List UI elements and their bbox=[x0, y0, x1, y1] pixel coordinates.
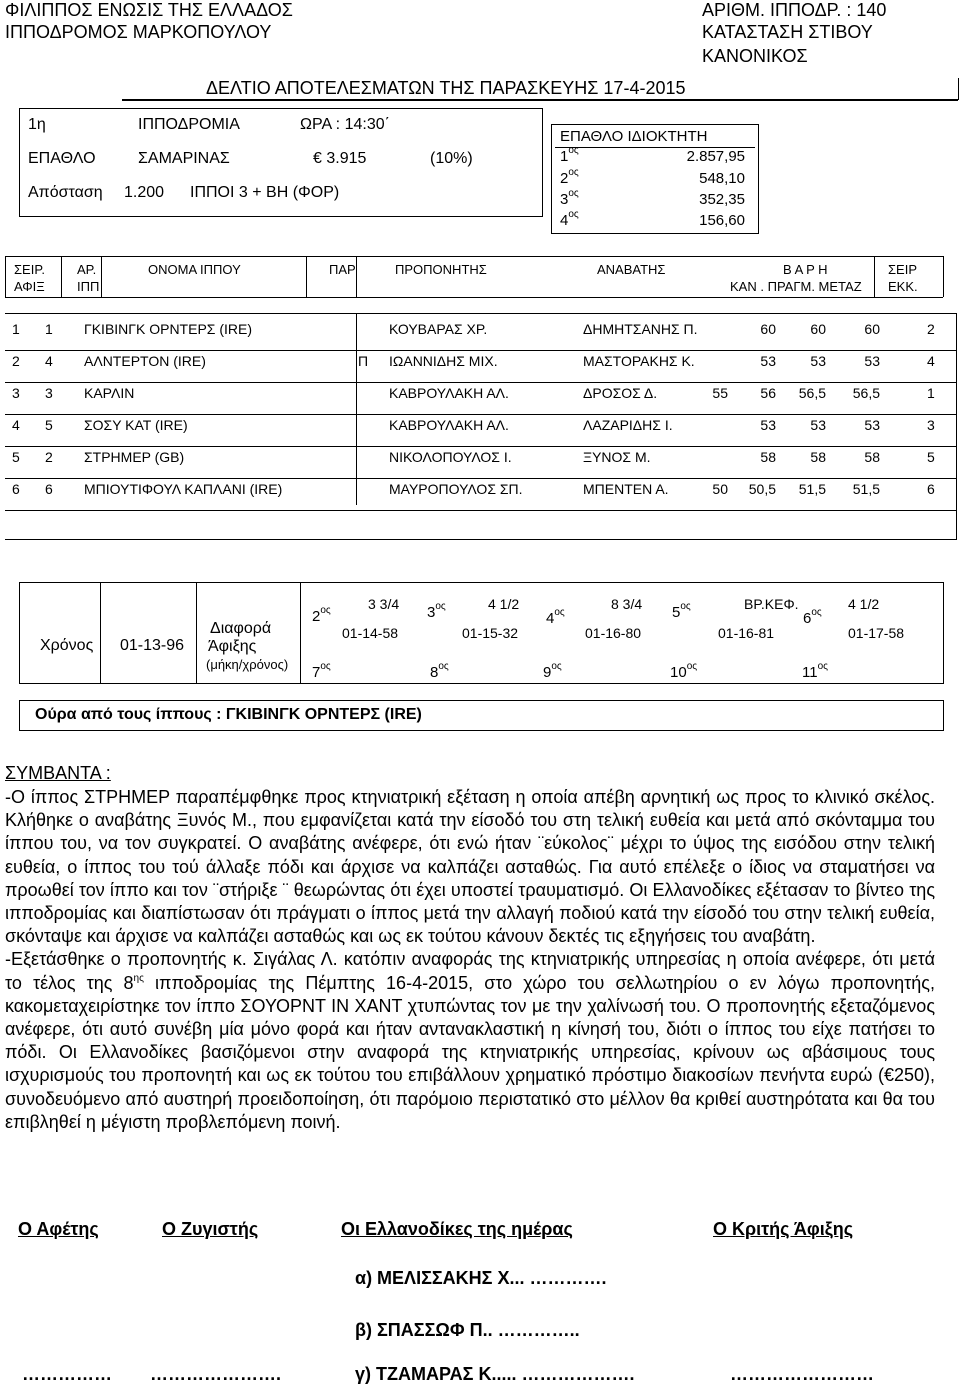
header-grid-line bbox=[306, 256, 307, 297]
prize-name: ΣΑΜΑΡΙΝΑΣ bbox=[138, 150, 230, 167]
place-ordinal bbox=[312, 605, 331, 625]
steward-a: α) ΜΕΛΙΣΣΑΚΗΣ Χ... …………. bbox=[355, 1268, 607, 1288]
timing-divider bbox=[196, 582, 197, 684]
ordinal-suffix: ης bbox=[133, 972, 144, 984]
result-position: 4 bbox=[12, 417, 20, 433]
col-arrival-2: ΑΦΙΞ bbox=[14, 279, 45, 294]
ordinal-suffix: ος bbox=[435, 601, 446, 612]
place-time: 01-16-81 bbox=[718, 625, 775, 641]
owner-prize-amount: 156,60 bbox=[699, 212, 745, 229]
place-time: 01-14-58 bbox=[342, 625, 399, 641]
result-weight-4: 51,5 bbox=[852, 481, 880, 497]
result-position: 1 bbox=[12, 321, 20, 337]
signature-stewards: Οι Ελλανοδίκες της ημέρας bbox=[341, 1219, 573, 1239]
result-horse-number: 6 bbox=[45, 481, 53, 497]
result-trainer: ΚΑΒΡΟΥΛΑΚΗ ΑΛ. bbox=[389, 385, 509, 401]
results-trainer-divider bbox=[356, 313, 357, 505]
col-trainer: ΠΡΟΠΟΝΗΤΗΣ bbox=[395, 262, 487, 277]
header-grid-line bbox=[874, 256, 875, 297]
result-start-stall: 2 bbox=[927, 321, 935, 337]
result-position: 5 bbox=[12, 449, 20, 465]
result-weight-3: 53 bbox=[864, 353, 880, 369]
place-time: 01-16-80 bbox=[585, 625, 642, 641]
signature-starter: Ο Αφέτης bbox=[18, 1219, 99, 1239]
result-horse-number: 2 bbox=[45, 449, 53, 465]
weigher-dots: …………………. bbox=[150, 1364, 282, 1384]
result-position: 6 bbox=[12, 481, 20, 497]
result-weight-1: 53 bbox=[760, 353, 776, 369]
result-horse-number: 4 bbox=[45, 353, 53, 369]
col-start-2: ΕΚΚ. bbox=[888, 279, 918, 294]
diff-label-3: (μήκη/χρόνος) bbox=[206, 657, 289, 672]
title-underline bbox=[122, 99, 958, 101]
place-number: 4 bbox=[546, 610, 555, 627]
timing-divider bbox=[300, 582, 301, 684]
distance-label: Απόσταση bbox=[28, 184, 103, 201]
steward-g: γ) ΤΖΑΜΑΡΑΣ Κ..... ………………. bbox=[355, 1364, 635, 1384]
signature-judge: Ο Κριτής Άφιξης bbox=[713, 1219, 854, 1239]
owner-prize-amount: 352,35 bbox=[699, 191, 745, 208]
owner-prize-place bbox=[560, 209, 579, 229]
place-margin: 8 3/4 bbox=[611, 596, 643, 612]
result-weight-1: 55 bbox=[712, 385, 728, 401]
place-ordinal bbox=[546, 607, 565, 627]
ordinal-suffix: ος bbox=[320, 661, 331, 672]
federation-name: ΦΙΛΙΠΠΟΣ ΕΝΩΣΙΣ ΤΗΣ ΕΛΛΑΔΟΣ bbox=[5, 0, 293, 20]
result-weight-1: 50 bbox=[712, 481, 728, 497]
place-number: 4 bbox=[560, 212, 569, 229]
tail-horses: Ούρα από τους ίππους : ΓΚΙΒΙΝΓΚ ΟΡΝΤΕΡΣ (IRE) bbox=[35, 706, 422, 723]
result-horse-number: 5 bbox=[45, 417, 53, 433]
result-jockey: ΜΠΕΝΤΕΝ Α. bbox=[583, 481, 669, 497]
place-ordinal bbox=[803, 607, 822, 627]
event-paragraph-2-start: -Εξετάσθηκε ο προπονητής κ. Σιγάλας Λ. κατόπιν αναφοράς της κτηνιατρικής υπηρεσίας η οποία ανέφερε, ότι μετά το τέλος της 8 bbox=[5, 949, 935, 993]
ordinal-suffix: ος bbox=[568, 145, 579, 156]
winning-time: 01-13-96 bbox=[120, 637, 185, 654]
ordinal-suffix: ος bbox=[438, 661, 449, 672]
owner-prize-place bbox=[560, 145, 579, 165]
result-position: 2 bbox=[12, 353, 20, 369]
timing-divider bbox=[100, 582, 101, 684]
place-time: 01-15-32 bbox=[462, 625, 519, 641]
events-title: ΣΥΜΒΑΝΤΑ : bbox=[5, 763, 111, 783]
bulletin-title: ΔΕΛΤΙΟ ΑΠΟΤΕΛΕΣΜΑΤΩΝ ΤΗΣ ΠΑΡΑΣΚΕΥΗΣ 17-4-2015 bbox=[206, 78, 686, 98]
race-label: ΙΠΠΟΔΡΟΜΙΑ bbox=[138, 116, 240, 133]
result-weight-2: 53 bbox=[810, 417, 826, 433]
prize-amount: € 3.915 bbox=[313, 150, 367, 167]
result-start-stall: 5 bbox=[927, 449, 935, 465]
owner-prize-place bbox=[560, 188, 579, 208]
result-weight-3: 56,5 bbox=[798, 385, 826, 401]
steward-b: β) ΣΠΑΣΣΩΦ Π.. ………….. bbox=[355, 1320, 580, 1340]
result-start-stall: 4 bbox=[927, 353, 935, 369]
place-number: 2 bbox=[560, 170, 569, 187]
result-start-stall: 6 bbox=[927, 481, 935, 497]
ordinal-suffix: ος bbox=[320, 605, 331, 616]
place-margin: ΒΡ.ΚΕΦ. bbox=[744, 596, 799, 612]
horses-count: ΙΠΠΟΙ 3 + ΒΗ (ΦΟΡ) bbox=[190, 184, 340, 201]
header-grid-line bbox=[5, 256, 6, 297]
ordinal-suffix: ος bbox=[811, 607, 822, 618]
col-start-1: ΣΕΙΡ bbox=[888, 262, 917, 277]
ordinal-suffix: ος bbox=[686, 661, 698, 672]
result-jockey: ΞΥΝΟΣ Μ. bbox=[583, 449, 651, 465]
ordinal-suffix: ος bbox=[568, 188, 579, 199]
owner-prize-place bbox=[560, 167, 579, 187]
event-paragraph-2 bbox=[5, 948, 935, 1134]
place-margin: 4 1/2 bbox=[488, 596, 520, 612]
place-number: 6 bbox=[803, 610, 812, 627]
race-time: ΩΡΑ : 14:30΄ bbox=[300, 116, 390, 133]
title-frame-edge bbox=[958, 78, 959, 100]
header-bottom-border bbox=[5, 297, 943, 298]
owner-prize-amount: 548,10 bbox=[699, 170, 745, 187]
place-number: 3 bbox=[427, 604, 436, 621]
place-number: 1 bbox=[560, 148, 569, 165]
diff-label-2: Άφιξης bbox=[208, 638, 257, 655]
place-number: 7 bbox=[312, 664, 321, 681]
result-row-border bbox=[5, 510, 957, 511]
starter-dots: …………… bbox=[22, 1364, 112, 1384]
header-grid-line bbox=[101, 256, 102, 297]
result-trainer: ΜΑΥΡΟΠΟΥΛΟΣ ΣΠ. bbox=[389, 481, 523, 497]
result-weight-3: 51,5 bbox=[798, 481, 826, 497]
result-horse-name: ΣΤΡΗΜΕΡ (GB) bbox=[84, 449, 185, 465]
result-horse-number: 1 bbox=[45, 321, 53, 337]
place-number: 10 bbox=[670, 664, 687, 681]
result-weight-2: 58 bbox=[810, 449, 826, 465]
result-jockey: ΛΑΖΑΡΙΔΗΣ Ι. bbox=[583, 417, 673, 433]
result-start-stall: 1 bbox=[927, 385, 935, 401]
ordinal-suffix: ος bbox=[554, 607, 565, 618]
col-jockey: ΑΝΑΒΑΤΗΣ bbox=[597, 262, 666, 277]
result-horse-name: ΚΑΡΛΙΝ bbox=[84, 385, 135, 401]
header-grid-line bbox=[356, 256, 357, 297]
header-grid-line bbox=[943, 256, 944, 297]
result-row-border bbox=[5, 478, 957, 479]
place-number: 8 bbox=[430, 664, 439, 681]
events-body bbox=[5, 786, 935, 1134]
result-start-stall: 3 bbox=[927, 417, 935, 433]
result-jockey: ΔΡΟΣΟΣ Δ. bbox=[583, 385, 658, 401]
place-number: 3 bbox=[560, 191, 569, 208]
result-row-border bbox=[5, 350, 957, 351]
result-horse-name: ΜΠΙΟΥΤΙΦΟΥΛ ΚΑΠΛΑΝΙ (IRE) bbox=[84, 481, 283, 497]
ordinal-suffix: ος bbox=[568, 209, 579, 220]
result-weight-1: 60 bbox=[760, 321, 776, 337]
place-ordinal bbox=[670, 661, 698, 681]
signature-weigher: Ο Ζυγιστής bbox=[162, 1219, 259, 1239]
place-number: 5 bbox=[672, 604, 681, 621]
col-weights-sub: ΚΑΝ . ΠΡΑΓΜ. ΜΕΤΑΖ bbox=[730, 279, 862, 294]
track-state-label: ΚΑΤΑΣΤΑΣΗ ΣΤΙΒΟΥ bbox=[702, 22, 873, 42]
result-weight-1: 53 bbox=[760, 417, 776, 433]
result-weight-2: 56 bbox=[760, 385, 776, 401]
result-horse-name: ΣΟΣΥ ΚΑΤ (IRE) bbox=[84, 417, 188, 433]
result-weight-1: 58 bbox=[760, 449, 776, 465]
result-trainer: ΝΙΚΟΛΟΠΟΥΛΟΣ Ι. bbox=[389, 449, 512, 465]
place-number: 2 bbox=[312, 608, 321, 625]
result-weight-4: 56,5 bbox=[852, 385, 880, 401]
place-margin: 4 1/2 bbox=[848, 596, 880, 612]
result-weight-2: 60 bbox=[810, 321, 826, 337]
header-top-border bbox=[5, 256, 943, 257]
col-arrival-1: ΣΕΙΡ. bbox=[14, 262, 45, 277]
place-number: 11 bbox=[802, 664, 818, 681]
result-weight-3: 58 bbox=[864, 449, 880, 465]
ordinal-suffix: ος bbox=[680, 601, 691, 612]
time-label: Χρόνος bbox=[40, 637, 94, 654]
judge-dots: …………………… bbox=[730, 1364, 874, 1384]
result-position: 3 bbox=[12, 385, 20, 401]
col-weights: Β Α Ρ Η bbox=[783, 262, 828, 277]
header-grid-line bbox=[61, 256, 62, 297]
event-paragraph-2-end: ιπποδρομίας της Πέμπτης 16-4-2015, στο χώρο του σελλωτηρίου ο εν λόγω προπονητής, κακομεταχειρίστηκε τον ίππο ΣΟΥΟΡΝΤ ΙΝ ΧΑΝΤ χτυπώντας τον με την χαλίνωσή του. Ο προπονητής εξεταζόμενος ανέφερε, ότι αυτό συνέβη μία μόνο φορά και ήταν αντανακλαστική η κίνησή του, διότι ο ίππος του είχε πατήσει το πόδι. Οι Ελλανοδίκες βασιζόμενοι στην αναφορά της κτηνιατρικής υπηρεσίας, κρίνουν ως αβάσιμους τους ισχυρισμούς του προπονητή και ως εκ τούτου του επιβάλλουν χρηματικό πρόστιμο διακοσίων πενήντα ευρώ (€250), συνοδευόμενο από αυστηρή προειδοποίηση, ότι παρόμοιο περιστατικό στο μέλλον θα κριθεί αυστηρότατα και θα του επιβληθεί η μέγιστη προβλεπόμενη ποινή. bbox=[5, 972, 935, 1132]
result-jockey: ΔΗΜΗΤΣΑΝΗΣ Π. bbox=[583, 321, 698, 337]
result-horse-name: ΑΛΝΤΕΡΤΟΝ (IRE) bbox=[84, 353, 206, 369]
race-ordinal: 1η bbox=[28, 116, 46, 133]
place-ordinal bbox=[312, 661, 331, 681]
result-row-border bbox=[5, 382, 957, 383]
col-par: ΠΑΡ bbox=[329, 262, 356, 277]
result-trainer: ΚΟΥΒΑΡΑΣ ΧΡ. bbox=[389, 321, 488, 337]
result-weight-3: 60 bbox=[864, 321, 880, 337]
place-number: 9 bbox=[543, 664, 552, 681]
result-weight-2: 53 bbox=[810, 353, 826, 369]
distance-value: 1.200 bbox=[124, 184, 165, 201]
event-paragraph-1: -Ο ίππος ΣΤΡΗΜΕΡ παραπέμφθηκε προς κτηνιατρική εξέταση η οποία απέβη αρνητική ως προς το κλινικό σκέλος. Κλήθηκε ο αναβάτης Ξυνός Μ., που εμφανίζεται κατά την είσοδό του στη τελική ευθεία και μετά από σκόνταμμα του ίππου του, να τον συγκρατεί. Ο αναβάτης ανέφερε, ότι ενώ ήταν ¨εύκολος¨ μέχρι το ύψος της εισόδου στην τελική ευθεία, ο ίππος του τού άλλαξε πόδι και άρχισε να καλπάζει ασταθώς. Για αυτό επέλεξε ο ίδιος να σταματήσει να προωθεί τον ίππο και τον ¨στήριξε ¨ θεωρώντας ότι έχει υποστεί τραυματισμό. Οι Ελλανοδίκες εξέτασαν το βίντεο της ιπποδρομίας και διαπίστωσαν ότι πράγματι ο ίππος μετά την αλλαγή ποδιού κατά την είσοδό του στην τελική ευθεία, σκόνταψε και άρχισε να καλπάζει ασταθώς και ως εκ τούτου κάνουν δεκτές τις εξηγήσεις του αναβάτη. bbox=[5, 787, 935, 947]
result-trainer: ΚΑΒΡΟΥΛΑΚΗ ΑΛ. bbox=[389, 417, 509, 433]
result-jockey: ΜΑΣΤΟΡΑΚΗΣ Κ. bbox=[583, 353, 695, 369]
result-row-border bbox=[5, 414, 957, 415]
track-state-value: ΚΑΝΟΝΙΚΟΣ bbox=[702, 46, 808, 66]
result-par: Π bbox=[358, 353, 369, 369]
place-ordinal bbox=[672, 601, 691, 621]
owner-prize-title: ΕΠΑΘΛΟ ΙΔΙΟΚΤΗΤΗ bbox=[560, 128, 708, 145]
race-number: ΑΡΙΘΜ. ΙΠΠΟΔΡ. : 140 bbox=[702, 0, 887, 20]
place-ordinal bbox=[430, 661, 449, 681]
col-number-1: ΑΡ. bbox=[77, 262, 97, 277]
ordinal-suffix: ος bbox=[568, 167, 579, 178]
result-weight-2: 50,5 bbox=[748, 481, 776, 497]
col-horse: ΟΝΟΜΑ ΙΠΠΟΥ bbox=[148, 262, 241, 277]
diff-label-1: Διαφορά bbox=[210, 620, 272, 637]
place-time: 01-17-58 bbox=[848, 625, 905, 641]
place-ordinal bbox=[802, 661, 828, 681]
place-ordinal bbox=[543, 661, 562, 681]
ordinal-suffix: ος bbox=[551, 661, 562, 672]
result-horse-number: 3 bbox=[45, 385, 53, 401]
result-horse-name: ΓΚΙΒΙΝΓΚ ΟΡΝΤΕΡΣ (IRE) bbox=[84, 321, 252, 337]
result-trainer: ΙΩΑΝΝΙΔΗΣ ΜΙΧ. bbox=[389, 353, 498, 369]
col-number-2: ΙΠΠ bbox=[77, 279, 100, 294]
place-margin: 3 3/4 bbox=[368, 596, 400, 612]
result-weight-3: 53 bbox=[864, 417, 880, 433]
ordinal-suffix: ος bbox=[817, 661, 828, 672]
result-row-border bbox=[5, 446, 957, 447]
place-ordinal bbox=[427, 601, 446, 621]
owner-prize-amount: 2.857,95 bbox=[686, 148, 745, 165]
racecourse-name: ΙΠΠΟΔΡΟΜΟΣ ΜΑΡΚΟΠΟΥΛΟΥ bbox=[5, 22, 272, 42]
prize-percent: (10%) bbox=[430, 150, 473, 167]
prize-label: ΕΠΑΘΛΟ bbox=[28, 150, 96, 167]
